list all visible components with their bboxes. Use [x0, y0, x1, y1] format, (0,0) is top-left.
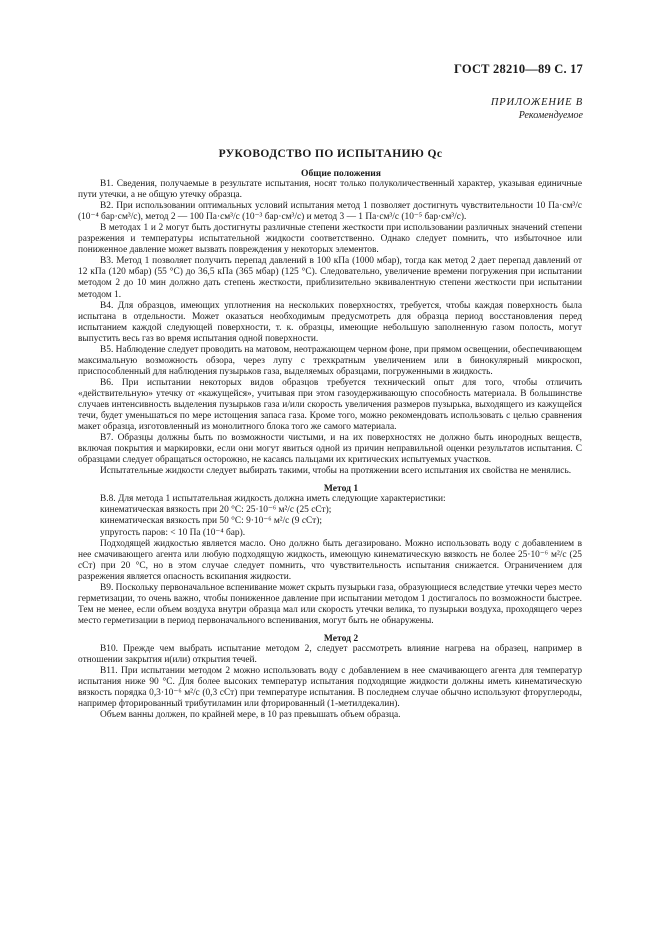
paragraph-b4: В4. Для образцов, имеющих уплотнения на нескольких поверхностях, требуется, чтобы каждая поверхность была испытана в отдельности. Может оказаться необходимым предусмотреть для образца период восстановления перед испытанием каждой следующей поверхности, т. к. образцы, имеющие небольшую заполненную газом полость, могут выпустить весь газ во время испытания одной поверхности. — [78, 300, 582, 344]
appendix-title: ПРИЛОЖЕНИЕ В — [490, 97, 583, 108]
paragraph-b3: В3. Метод 1 позволяет получить перепад давлений в 100 кПа (1000 мбар), тогда как метод 2 дает перепад давлений от 12 кПа (120 мбар) (55 °С) до 36,5 кПа (365 мбар) (125 °С). Следовательно, увеличение времени погружения при испытании методом 2 до 10 мин должно дать степень жесткости, приблизительно эквивалентную степени жесткости при испытании методом 1. — [78, 256, 582, 300]
paragraph-b7-cont: Испытательные жидкости следует выбирать такими, чтобы на протяжении всего испытания их свойства не менялись. — [100, 466, 572, 477]
paragraph-b5: В5. Наблюдение следует проводить на матовом, неотражающем черном фоне, при прямом освещении, обеспечивающем максимальную возможность обзора, через лупу с трехкратным увеличением или в бинокулярный микроскоп, приспособленный для наблюдения пузырьков газа, выделяемых образцами, погруженными в жидкость. — [78, 344, 582, 377]
document-title: РУКОВОДСТВО ПО ИСПЫТАНИЮ Qc — [218, 148, 443, 160]
paragraph-b6: В6. При испытании некоторых видов образцов требуется технический опыт для того, чтобы отличить «действительную» утечку от «кажущейся», учитывая при этом газоудерживающую способность материала. В большинстве случаев интенсивность выделения пузырьков газа и/или скорость увеличения размеров пузырька, выходящего из кажущейся течи, будет уменьшаться по мере истощения запаса газа. Кроме того, можно рекомендовать использовать с целью сравнения макет образца, изготовленный из монолитного блока того же самого материала. — [78, 377, 582, 433]
spec-line: кинематическая вязкость при 50 °С: 9·10⁻⁶ м²/с (9 сСт); — [100, 516, 322, 527]
spec-line: упругость паров: < 10 Па (10⁻⁴ бар). — [100, 527, 246, 538]
section-heading-method2: Метод 2 — [323, 632, 359, 644]
paragraph-b2-cont: В методах 1 и 2 могут быть достигнуты различные степени жесткости при использовании различных значений степени разрежения и температуры испытательной жидкости соответственно. Однако следует помнить, что избыточное или пониженное давление может вызвать повреждения у некоторых элементов. — [78, 223, 582, 256]
paragraph-b8: В.8. Для метода 1 испытательная жидкость должна иметь следующие характеристики: — [100, 494, 446, 505]
paragraph-b7: В7. Образцы должны быть по возможности чистыми, и на их поверхностях не должно быть инородных веществ, включая покрытия и маркировки, если они могут явиться одной из причин неправильной оценки результатов испытания. С образцами следует обращаться осторожно, не касаясь пальцами их критических испытуемых участков. — [78, 433, 582, 466]
paragraph-b1: В1. Сведения, получаемые в результате испытания, носят только полуколичественный характер, указывая единичные пути утечки, а не общую утечку образца. — [78, 179, 582, 201]
appendix-note: Рекомендуемое — [518, 110, 583, 121]
document-body — [78, 168, 582, 721]
spec-line: кинематическая вязкость при 20 °С: 25·10⁻⁶ м²/с (25 сСт); — [100, 505, 332, 516]
paragraph-b2: В2. При использовании оптимальных условий испытания метод 1 позволяет достигнуть чувствительности 10 Па·см³/с (10⁻⁴ бар·см³/с), метод 2 — 100 Па·см³/с (10⁻³ бар·см³/с) и метод 3 — 1 Па·см³/с (10⁻⁵ бар·см³/с). — [78, 201, 582, 223]
section-heading-general: Общие положения — [300, 168, 381, 179]
appendix-block — [491, 96, 583, 122]
paragraph-b11: В11. При испытании методом 2 можно использовать воду с добавлением в нее смачивающего агента для температур испытания ниже 90 °С. Для более высоких температур испытания подходящие жидкости должны иметь кинематическую вязкость порядка 0,3·10⁻⁶ м²/с (0,3 сСт) при температуре испытания. В последнем случае обычно используют фторуглероды, например фторированный трибутиламин или фторированный (1-метилдекалин). — [78, 666, 582, 710]
paragraph-b9: В9. Поскольку первоначальное вспенивание может скрыть пузырьки газа, образующиеся вследствие утечки через место герметизации, то очень важно, чтобы пониженное давление при испытании методом 1 достигалось по возможности быстрее. Тем не менее, если объем воздуха внутри образца мал или скорость утечки велика, то пузырьки воздуха, проходящего через место герметизации в период первоначального вспенивания, могут быть не обнаружены. — [78, 582, 582, 626]
paragraph-b11-cont: Объем ванны должен, по крайней мере, в 10 раз превышать объем образца. — [100, 710, 401, 721]
section-heading-method1: Метод 1 — [323, 483, 359, 495]
paragraph-b10: В10. Прежде чем выбрать испытание методом 2, следует рассмотреть влияние нагрева на образец, например в отношении закрытия и(или) открытия течей. — [78, 643, 582, 666]
paragraph-b8-cont: Подходящей жидкостью является масло. Оно должно быть дегазировано. Можно использовать воду с добавлением в нее смачивающего агента или любую подходящую жидкость, имеющую кинематическую вязкость не более 25·10⁻⁶ м²/с (25 сСт) при 20 °С, но в этом случае следует помнить, что чувствительность испытания снижается. Ограничением для разрежения является опасность вскипания жидкости. — [78, 538, 582, 582]
standard-header: ГОСТ 28210—89 С. 17 — [454, 62, 583, 76]
